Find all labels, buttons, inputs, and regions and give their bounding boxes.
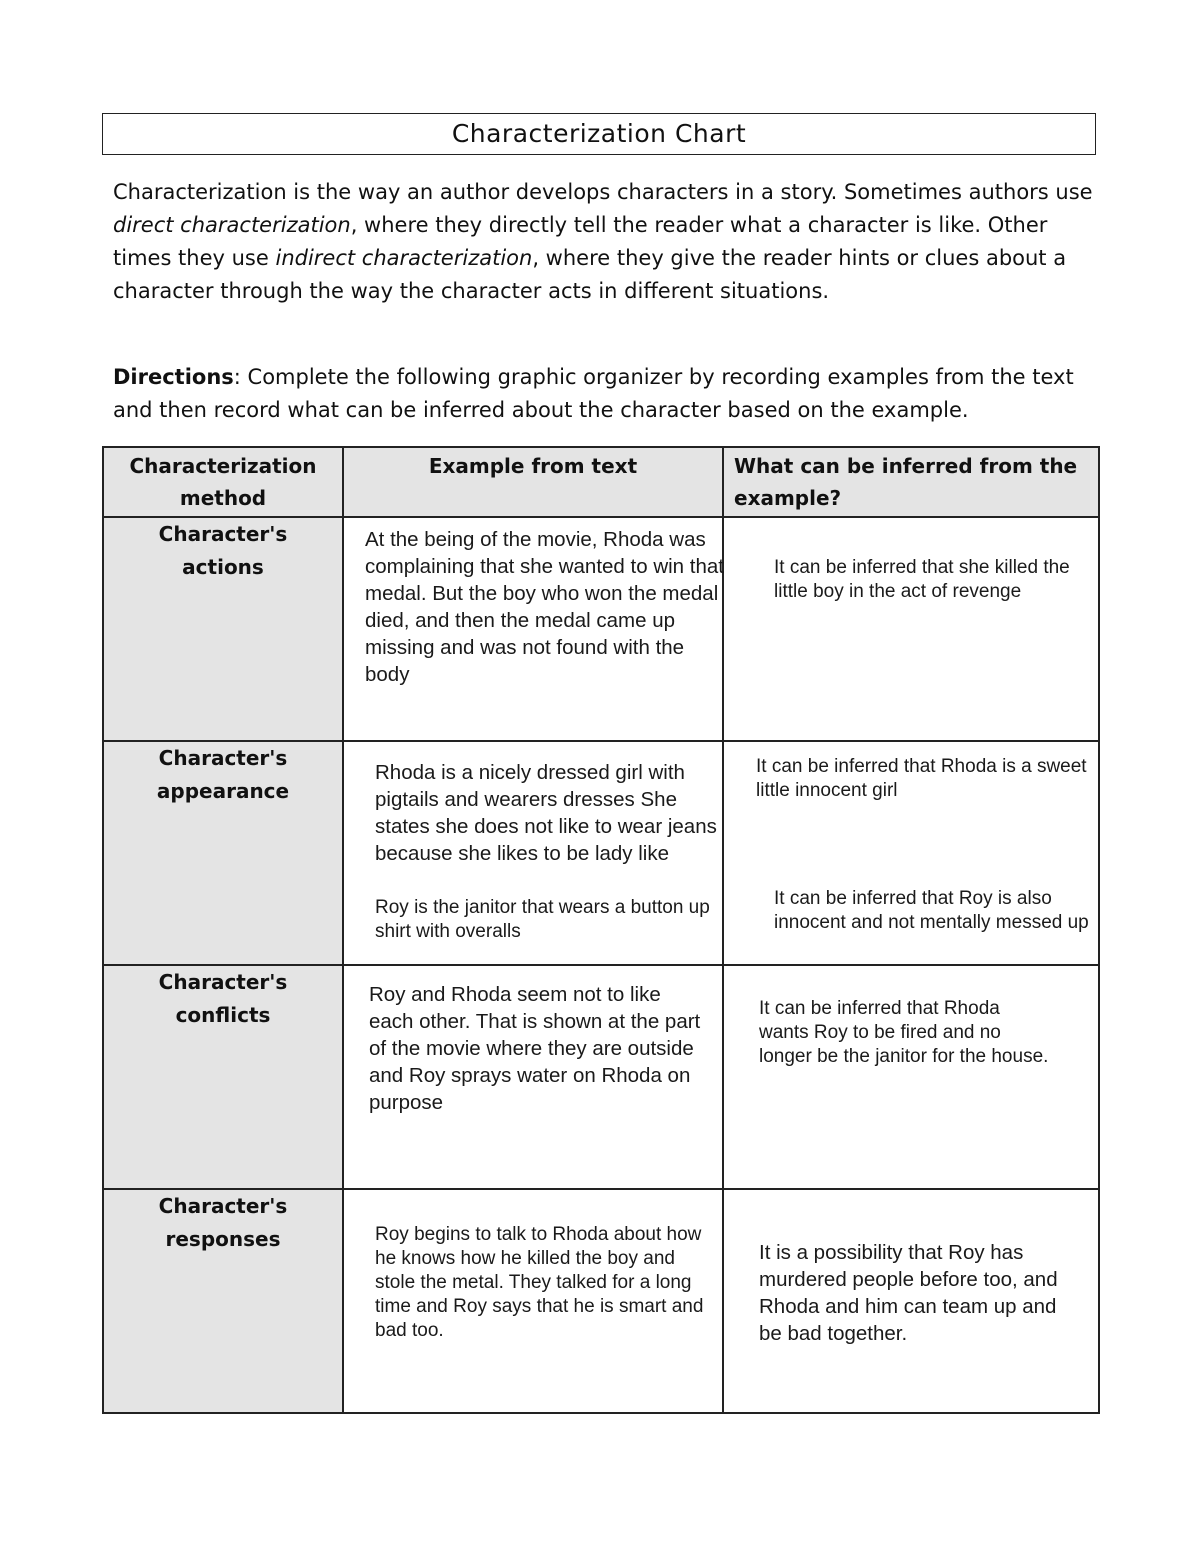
example-cell bbox=[343, 1189, 723, 1413]
table-row bbox=[103, 517, 1099, 741]
inference-text: It can be inferred that Rhoda wants Roy to be fired and no longer be the janitor for the house. bbox=[759, 998, 1049, 1067]
inference-cell bbox=[723, 741, 1099, 965]
example-cell bbox=[343, 741, 723, 965]
page-title: Characterization Chart bbox=[102, 113, 1096, 155]
inference-cell bbox=[723, 517, 1099, 741]
table-row bbox=[103, 965, 1099, 1189]
table-row bbox=[103, 741, 1099, 965]
method-label: Character's conflicts bbox=[158, 970, 288, 1027]
table-row bbox=[103, 1189, 1099, 1413]
inference-text: It is a possibility that Roy has murdered people before too, and Rhoda and him can team up and be bad together. bbox=[759, 1241, 1058, 1345]
method-cell bbox=[103, 741, 343, 965]
header-method: Characterization method bbox=[103, 447, 343, 517]
inference-text: It can be inferred that she killed the little boy in the act of revenge bbox=[774, 557, 1070, 602]
example-text: Rhoda is a nicely dressed girl with pigtails and wearers dresses She states she does not like to wear jeans because she likes to be lady like bbox=[375, 761, 717, 865]
directions-text: : Complete the following graphic organizer by recording examples from the text and then record what can be inferred about the character based on the example. bbox=[113, 365, 1074, 422]
example-text: At the being of the movie, Rhoda was complaining that she wanted to win that medal. But the boy who won the medal died, and then the medal came up missing and was not found with the body bbox=[365, 528, 724, 686]
example-cell bbox=[343, 965, 723, 1189]
method-label: Character's actions bbox=[158, 522, 288, 579]
intro-paragraph bbox=[113, 176, 1098, 308]
method-cell bbox=[103, 517, 343, 741]
method-cell bbox=[103, 965, 343, 1189]
inference-cell bbox=[723, 965, 1099, 1189]
intro-text-2: , where they directly tell the reader what a character is like. Other times they use bbox=[113, 213, 1048, 270]
method-label: Character's responses bbox=[158, 1194, 288, 1251]
directions-label: Directions bbox=[113, 365, 234, 389]
method-cell bbox=[103, 1189, 343, 1413]
header-example: Example from text bbox=[343, 447, 723, 517]
example-text: Roy and Rhoda seem not to like each other. That is shown at the part of the movie where they are outside and Roy sprays water on Rhoda on purpose bbox=[369, 983, 701, 1114]
example-cell bbox=[343, 517, 723, 741]
method-label: Character's appearance bbox=[156, 746, 290, 803]
characterization-table bbox=[102, 446, 1100, 1414]
header-inference: What can be inferred from the example? bbox=[723, 447, 1099, 517]
inference-text: It can be inferred that Rhoda is a sweet little innocent girl bbox=[756, 756, 1087, 801]
directions-paragraph bbox=[113, 361, 1098, 427]
intro-text-3: , where they give the reader hints or clues about a character through the way the character acts in different situations. bbox=[113, 246, 1067, 303]
intro-term-direct: direct characterization bbox=[113, 213, 351, 237]
inference-text-extra: It can be inferred that Roy is also innocent and not mentally messed up bbox=[774, 888, 1089, 933]
table-header-row bbox=[103, 447, 1099, 517]
inference-cell bbox=[723, 1189, 1099, 1413]
intro-text-1: Characterization is the way an author develops characters in a story. Sometimes authors use bbox=[113, 180, 1093, 204]
intro-term-indirect: indirect characterization bbox=[275, 246, 533, 270]
example-text-extra: Roy is the janitor that wears a button up shirt with overalls bbox=[375, 897, 710, 942]
example-text: Roy begins to talk to Rhoda about how he knows how he killed the boy and stole the metal. They talked for a long time and Roy says that he is smart and bad too. bbox=[375, 1224, 704, 1341]
